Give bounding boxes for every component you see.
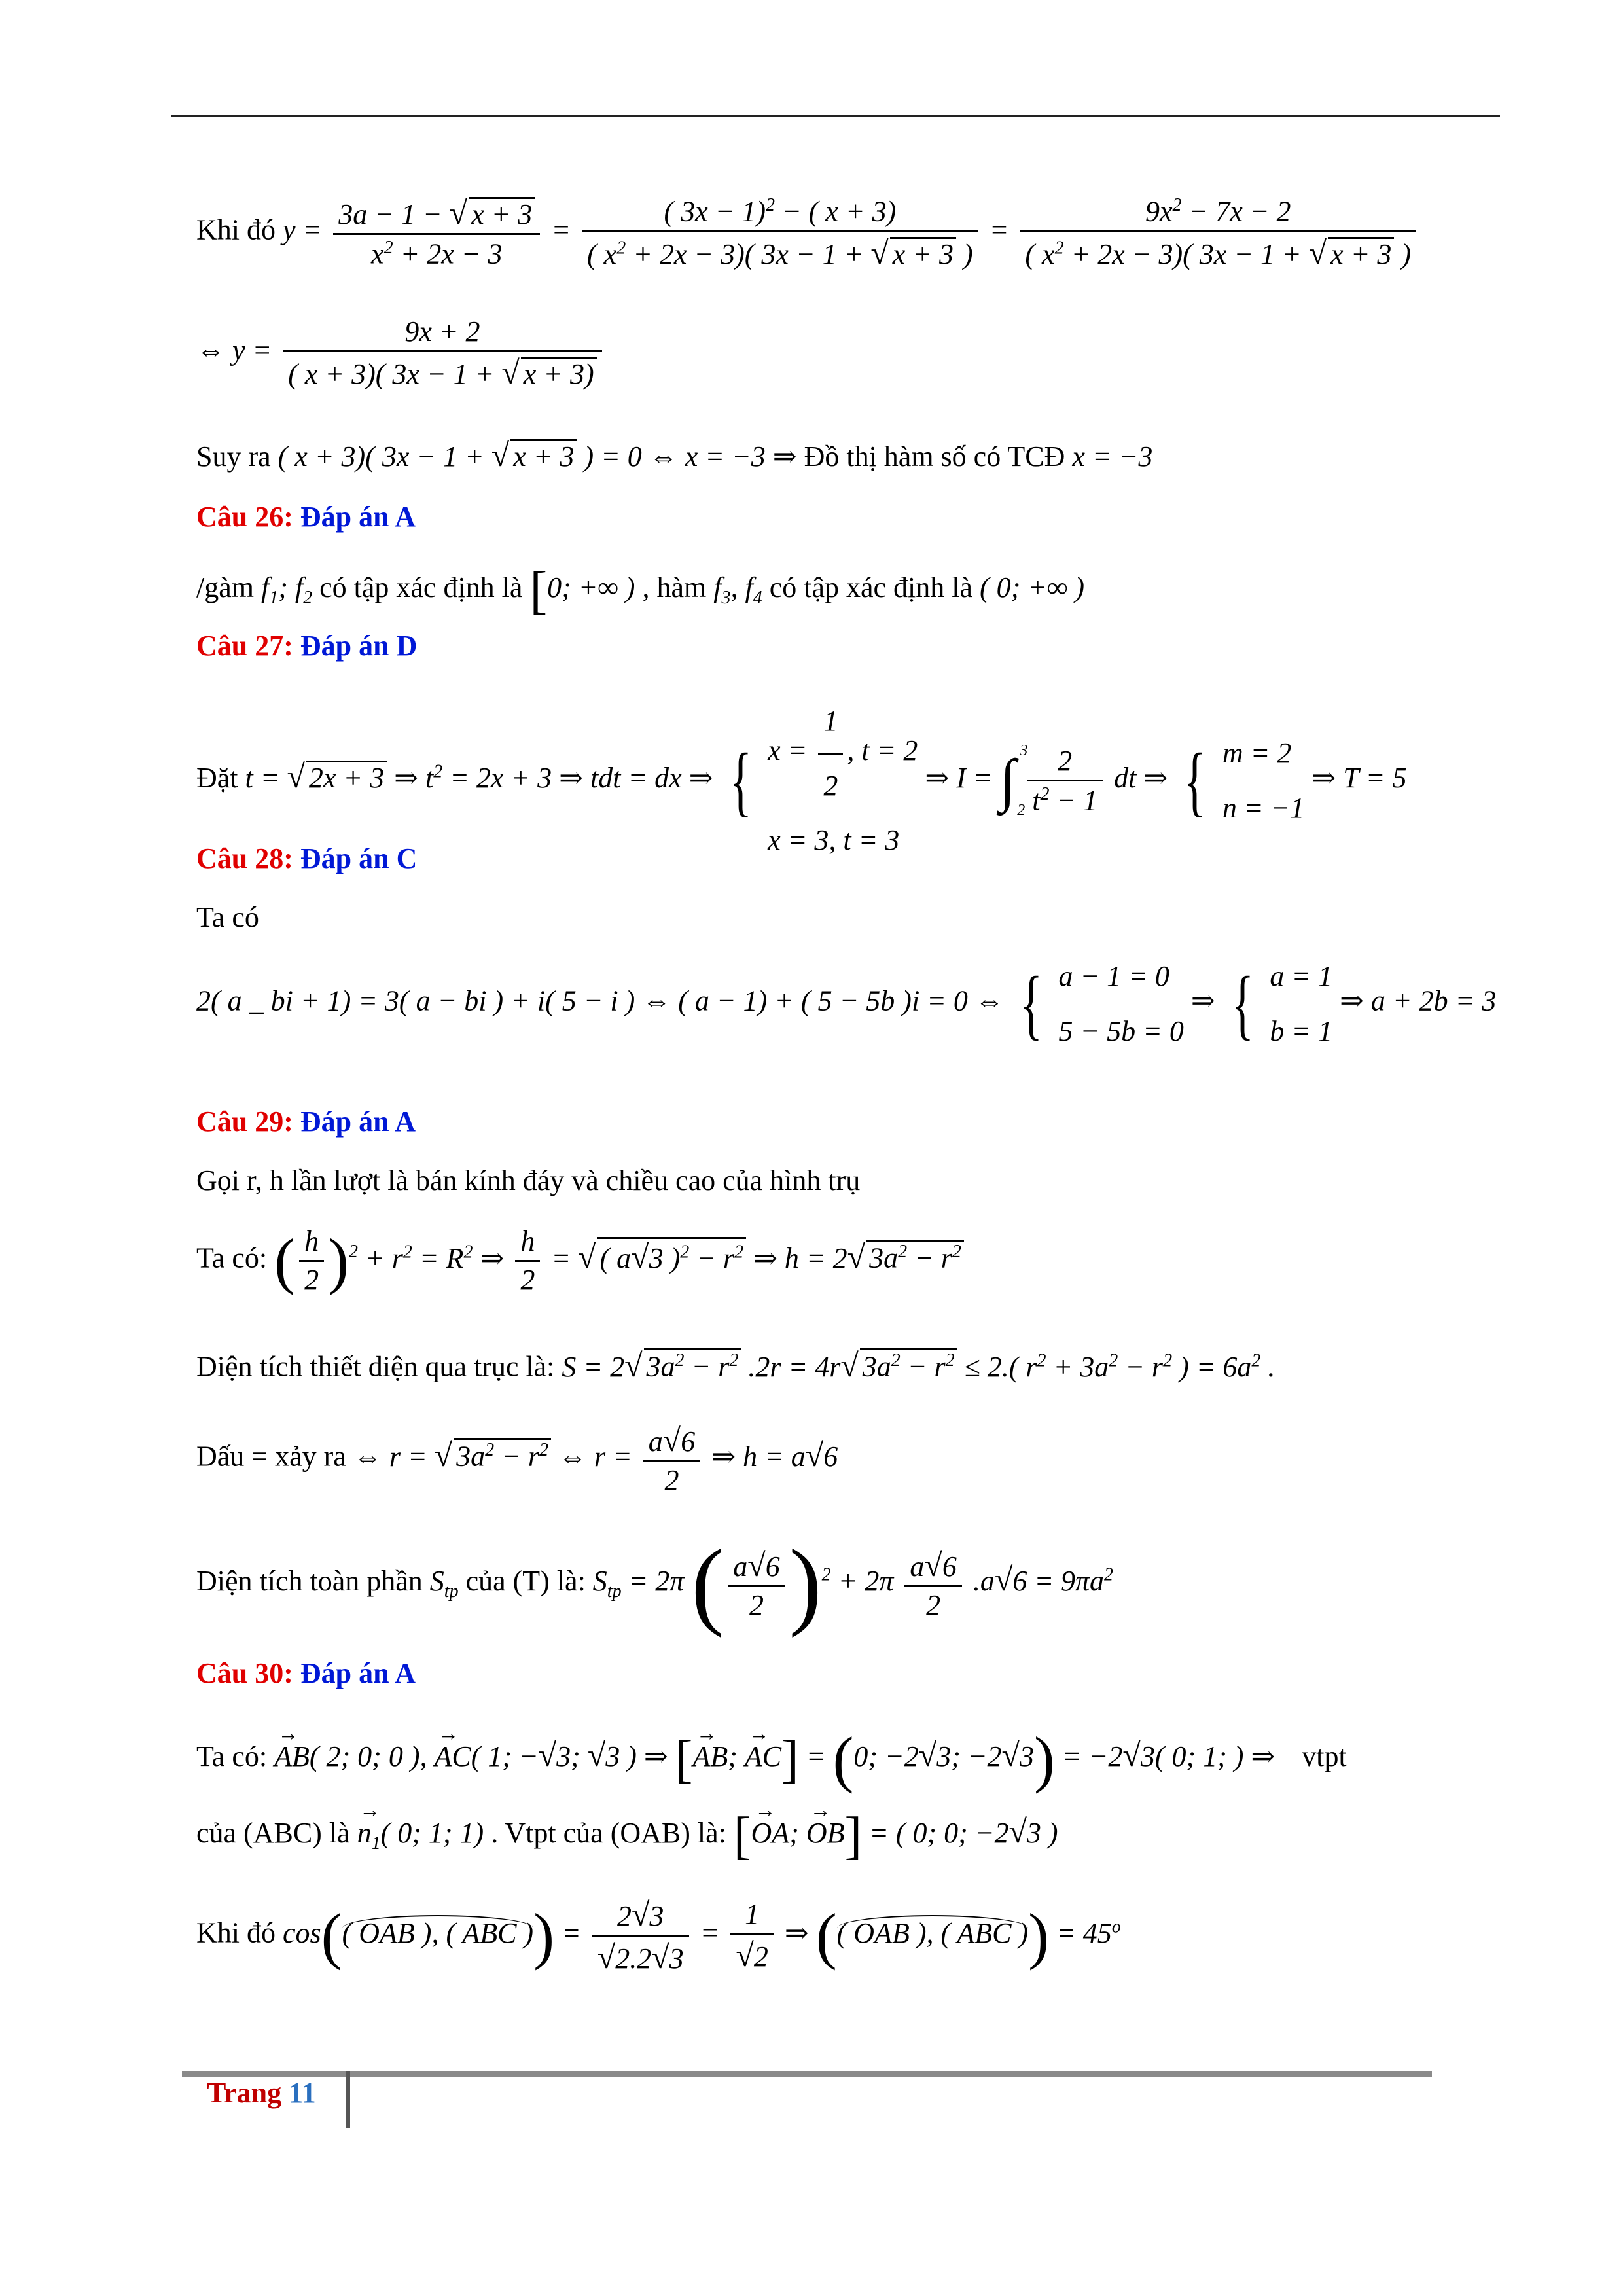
question-28-solution: 2( a _ bi + 1) = 3( a − bi ) + i( 5 − i ) ⇔ ( a − 1) + ( 5 − 5b )i = 0 ⇔ { a − 1 = 0 5 − 5b = 0 ⇒ { a = 1 b = 1 ⇒ a + 2b = 3 <box>196 960 1497 1047</box>
question-30-step-1: Ta có: → AB( 2; 0; 0 ), → AC( 1; −√3; √3 ) ⇒ [→ AB; → AC] = (0; −2√3; −2√3) = −2√3( 0; 1; ) ⇒ vtpt <box>196 1728 1347 1791</box>
question-30-heading: Câu 30: Đáp án A <box>196 1657 416 1689</box>
question-27-solution: Đặt t = √ 2x + 3 ⇒ $t^2 = 2x + 3$ ⇒ tdt = dx ⇒ { x = $\frac{1}{2}$ , t = 2 x = 3, t = 3 ⇒ I = ∫ 3 2 $\frac{2}{t^2 - 1}$ dt ⇒ { m = 2 n = −1 ⇒ T = 5 <box>196 705 1407 857</box>
question-30-step-2: của (ABC) là → $n_1$( 0; 1; 1) . Vtpt của (OAB) là: [→ OA; → OB] = ( 0; 0; −2√3 ) <box>196 1810 1058 1862</box>
header-rule <box>171 115 1500 117</box>
footer-label: Trang <box>207 2077 282 2109</box>
footer-divider <box>346 2071 350 2128</box>
page-number: 11 <box>289 2077 316 2109</box>
question-29-step-1: Ta có: ( $\frac{h}{2}$ )$^2 + r^2 = R^2$ ⇒ $\frac{h}{2}$ = √ ( a√3 )$^2 - r^2$ ⇒ h = 2√ $3a^2 - r^2$ <box>196 1227 964 1295</box>
question-28-intro: Ta có <box>196 901 259 933</box>
question-29-step-3: Dấu = xảy ra ⇔ r = √ $3a^2 - r^2$ ⇔ r = $\frac{a√6}{2}$ ⇒ h = a√6 <box>196 1422 838 1496</box>
question-29-heading: Câu 29: Đáp án A <box>196 1105 416 1138</box>
equation-line-y: Khi đó y = $\frac{3a - 1 - √ x + 3}{x^2 + 2x - 3}$ = $\frac{( 3x - 1)^2 - ( x + 3)}{( x^2 + 2x - 3)( 3x - 1 + √ x + 3 )}$ = $\frac{9x^2 - 7x - 2}{( x^2 + 2x - 3)( 3x - 1 + √ x + 3 )}$ <box>196 196 1420 269</box>
question-30-step-3: Khi đó cos(( OAB ), ( ABC )) = $\frac{2√3}{√2.2√3}$ = $\frac{1}{√2}$ ⇒ (( OAB ), ( ABC )) = $45^o$ <box>196 1896 1121 1975</box>
page-footer <box>207 2076 316 2109</box>
question-29-intro: Gọi r, h lần lượt là bán kính đáy và chiều cao của hình trụ <box>196 1164 861 1196</box>
question-26-solution: /gàm $f_1$; $f_2$ có tập xác định là [0; +∞ ) , hàm $f_3$, $f_4$ có tập xác định là ( 0; +∞ ) <box>196 562 1085 619</box>
equation-line-asymptote: Suy ra ( x + 3)( 3x − 1 + √ x + 3 ) = 0 ⇔ x = −3 ⇒ Đồ thị hàm số có TCĐ x = −3 <box>196 437 1153 473</box>
equation-line-simplified: ⇔ y = $\frac{9x + 2}{( x + 3)( 3x - 1 + √ x + 3)}$ <box>196 317 606 389</box>
question-29-step-4: Diện tích toàn phần $S_{tp}$ của (T) là: $S_{tp} = 2\pi$ ( $\frac{a√6}{2}$ )$^2$ + 2π $\frac{a√6}{2}$ $.a√6 = 9\pi a^2$ <box>196 1530 1114 1638</box>
question-27-heading: Câu 27: Đáp án D <box>196 630 418 662</box>
question-29-step-2: Diện tích thiết diện qua trục là: S = 2√ $3a^2 - r^2$ .2r = 4r√ $3a^2 - r^2 \le 2$.( $r^2 + 3a^2 - r^2$ ) = $6a^2$ . <box>196 1346 1275 1384</box>
question-26-heading: Câu 26: Đáp án A <box>196 501 416 533</box>
footer-rule <box>182 2071 1432 2077</box>
question-28-heading: Câu 28: Đáp án C <box>196 842 418 874</box>
